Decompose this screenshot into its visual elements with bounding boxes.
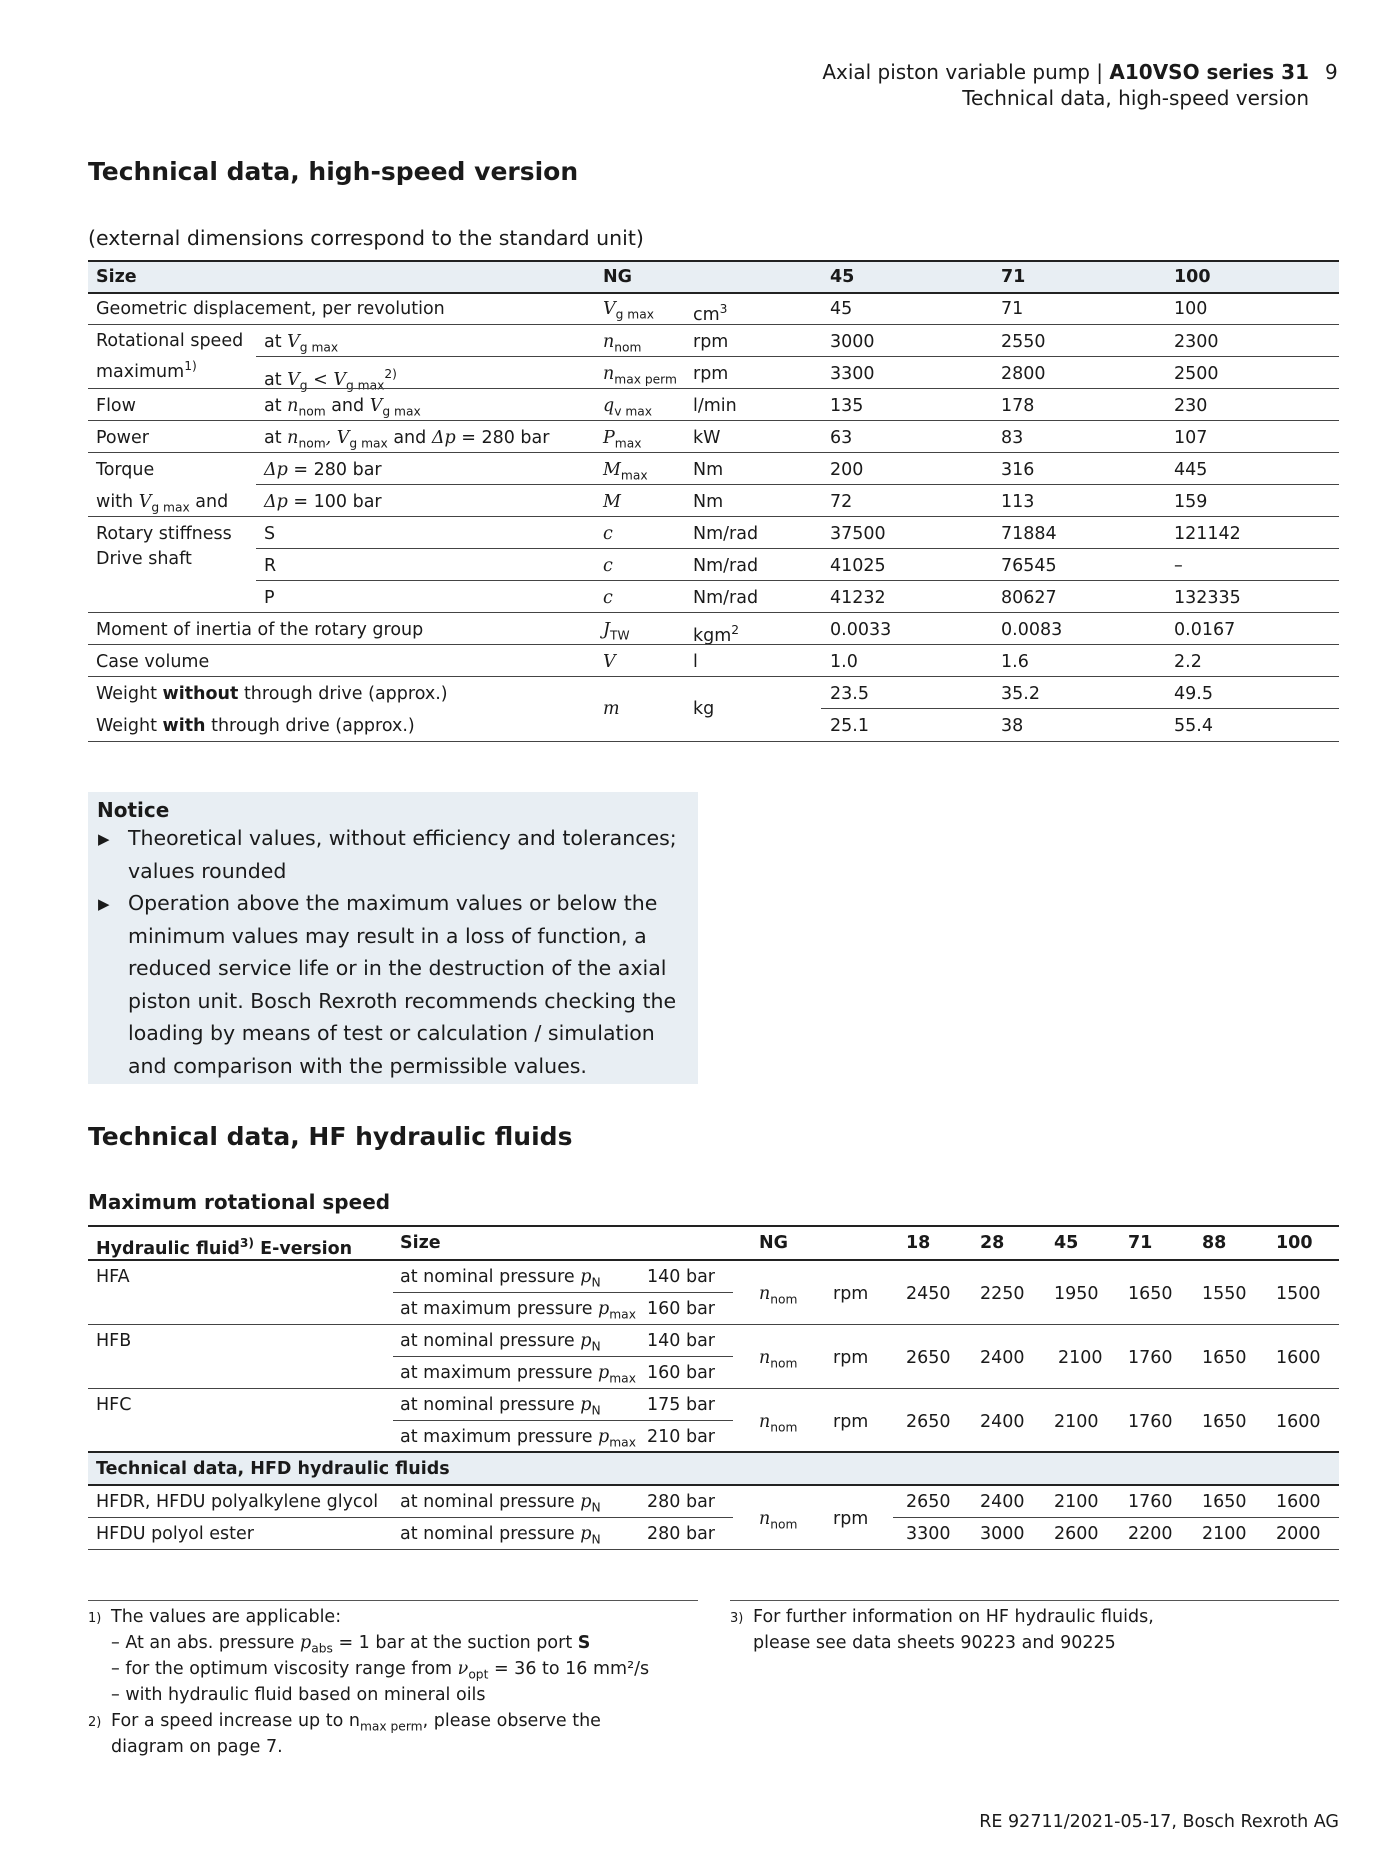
table-row: S c Nm/rad 37500 71884 121142 (264, 524, 1241, 544)
header-subtitle: Technical data, high-speed version (962, 86, 1309, 110)
footnote-3: 3) For further information on HF hydraulic fluids, please see data sheets 90223 and 90225 (730, 1607, 1154, 1653)
table-row: Power at $n_{nom}$, $V_{g max}$ and Δp = 280 bar $P_{max}$ kW 63 83 107 (96, 428, 1208, 451)
table-row: Weight without through drive (approx.) 23.5 35.2 49.5 (96, 684, 1213, 704)
table-row: at $V_{g max}$ $n_{nom}$ rpm 3000 2550 2300 (264, 332, 1219, 355)
bullet-icon: ▶ (98, 895, 110, 913)
section-title-hf: Technical data, HF hydraulic fluids (88, 1122, 573, 1151)
table-row: Moment of inertia of the rotary group $J_{TW}$ kgm$^2$ 0.0033 0.0083 0.0167 (96, 620, 1236, 646)
section-subtitle-max-speed: Maximum rotational speed (88, 1190, 391, 1214)
header-doc-title: Axial piston variable pump | A10VSO series 31 (822, 60, 1309, 84)
table-row: R c Nm/rad 41025 76545 – (264, 556, 1183, 576)
page-footer: RE 92711/2021-05-17, Bosch Rexroth AG (979, 1812, 1339, 1832)
header-45: 45 (830, 267, 855, 287)
section-title-high-speed: Technical data, high-speed version (88, 157, 579, 186)
header-doc-title-bold: A10VSO series 31 (1109, 60, 1309, 84)
section-subtitle: (external dimensions correspond to the standard unit) (88, 226, 644, 250)
table-row: at $V_g < V_{g max}^{2)}$ $n_{max perm}$ rpm 3300 2800 2500 (264, 364, 1219, 393)
table-row: Geometric displacement, per revolution $V_{g max}$ $cm^3$ 45 71 100 (96, 299, 1208, 325)
rot-label: Rotational speed (96, 331, 244, 351)
table-row: Torque Δp = 280 bar $M_{max}$ Nm 200 316 445 (96, 460, 1208, 483)
bullet-icon: ▶ (98, 830, 110, 848)
notice-item: Theoretical values, without efficiency and tolerances; values rounded (128, 826, 677, 883)
table-row: Case volume V l 1.0 1.6 2.2 (96, 652, 1202, 672)
notice-box (88, 792, 698, 1084)
header-100: 100 (1174, 267, 1211, 287)
table-row: with $V_{g max}$ and Δp = 100 bar M Nm 72 113 159 (96, 492, 1208, 515)
header-71: 71 (1001, 267, 1026, 287)
table-header-row (88, 260, 1339, 294)
table-subheader-row: Technical data, HFD hydraulic fluids (88, 1451, 1339, 1486)
header-ng: NG (603, 267, 633, 287)
symbol-vg-max: $V_{g max}$ (603, 299, 654, 322)
header-size: Size (96, 267, 137, 287)
table-header-row: Hydraulic fluid$^{3)}$ E-version Size NG 18 28 45 71 88 100 (88, 1225, 1339, 1261)
footnote-1: 1) The values are applicable: – At an abs. pressure $p_{abs} = 1$ bar at the suction port S – for the optimum viscosity range from $\nu_{opt} = 36$ to 16 mm²/s – with hydraulic fluid based on mineral oils 2) For a speed increase up to $n_{max perm}$, please observe the diagram on page 7. (88, 1607, 650, 1757)
table-row: P c Nm/rad 41232 80627 132335 (264, 588, 1241, 608)
table-row: Flow at $n_{nom}$ and $V_{g max}$ $q_{v max}$ l/min 135 178 230 (96, 396, 1208, 419)
page-number: 9 (1325, 60, 1338, 84)
notice-item: Operation above the maximum values or below the minimum values may result in a loss of function, a reduced service life or in the destruction of the axial piston unit. Bosch Rexroth recommends checking the loading by means of test or calculation / simulation and comparison with the permissible values. (128, 891, 677, 1078)
notice-title: Notice (97, 798, 170, 822)
table-row: Weight with through drive (approx.) 25.1 38 55.4 (96, 716, 1213, 736)
